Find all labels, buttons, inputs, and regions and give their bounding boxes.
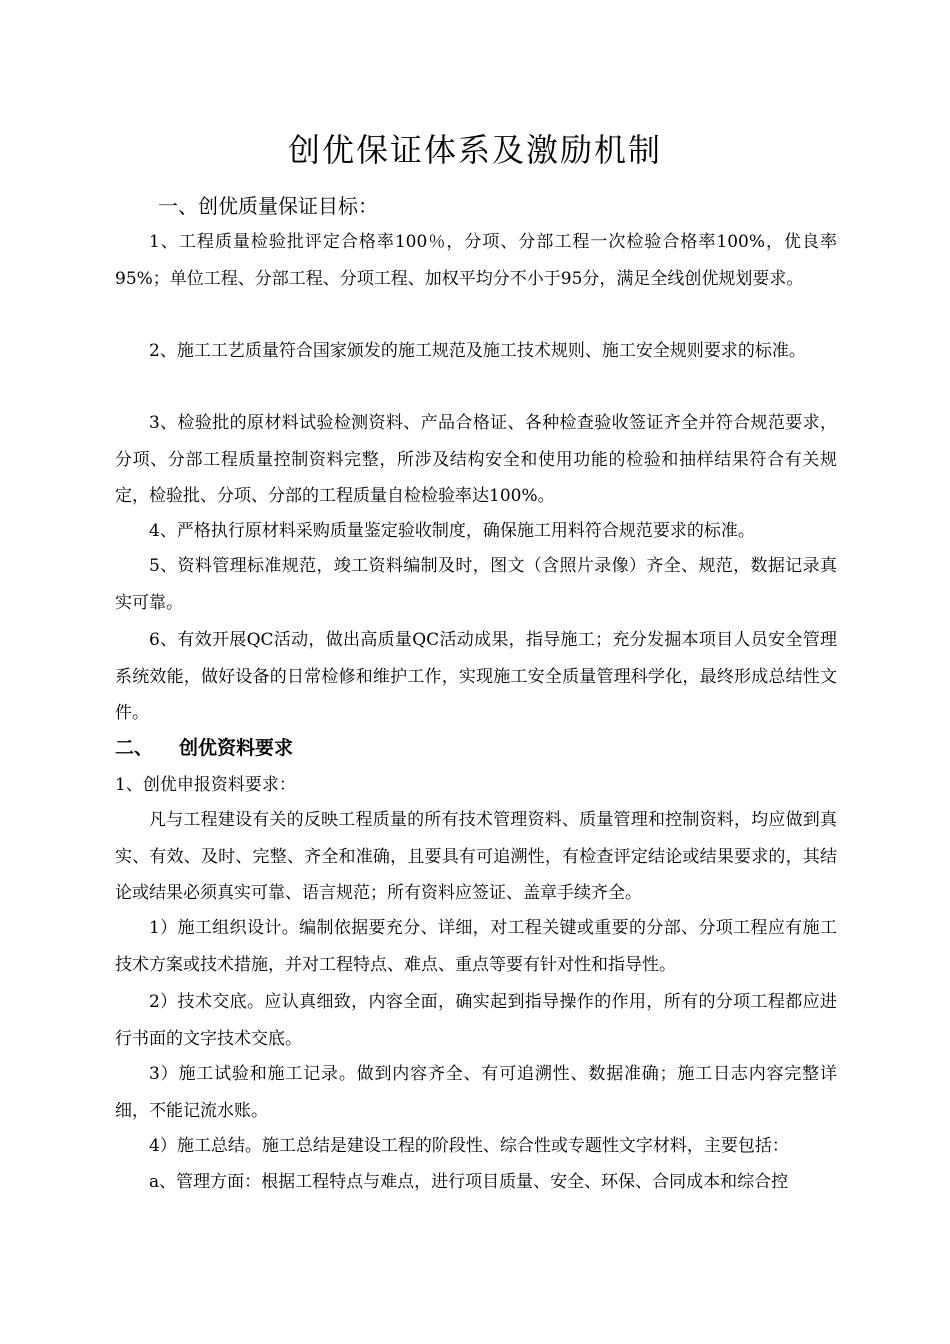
section-2-heading <box>115 734 293 762</box>
materials-item-1: 1）施工组织设计。编制依据要充分、详细，对工程关键或重要的分部、分项工程应有施工技术方案或技术措施，并对工程特点、难点、重点等要有针对性和指导性。 <box>115 918 837 975</box>
materials-item-4: 4）施工总结。施工总结是建设工程的阶段性、综合性或专题性文字材料，主要包括： <box>149 1136 789 1156</box>
goal-item-3: 3、检验批的原材料试验检测资料、产品合格证、各种检查验收签证齐全并符合规范要求，分项、分部工程质量控制资料完整，所涉及结构安全和使用功能的检验和抽样结果符合有关规定，检验批、分项、分部的工程质量自检检验率达100%。 <box>115 413 837 506</box>
goal-item-5: 5、资料管理标准规范，竣工资料编制及时，图文（含照片录像）齐全、规范，数据记录真实可靠。 <box>115 556 837 613</box>
materials-item-2: 2）技术交底。应认真细致，内容全面，确实起到指导操作的作用，所有的分项工程都应进行书面的文字技术交底。 <box>115 992 837 1049</box>
materials-item-5: a、管理方面：根据工程特点与难点，进行项目质量、安全、环保、合同成本和综合控 <box>149 1172 789 1192</box>
goal-item-6: 6、有效开展QC活动，做出高质量QC活动成果，指导施工；充分发掘本项目人员安全管理系统效能，做好设备的日常检修和维护工作，实现施工安全质量管理科学化，最终形成总结性文件。 <box>115 630 837 723</box>
section-2-title: 创优资料要求 <box>179 737 294 759</box>
goal-item-2: 2、施工工艺质量符合国家颁发的施工规范及施工技术规则、施工安全规则要求的标准。 <box>149 341 806 361</box>
section-1-heading: 一、创优质量保证目标： <box>158 194 378 218</box>
materials-intro: 凡与工程建设有关的反映工程质量的所有技术管理资料、质量管理和控制资料，均应做到真实、有效、及时、完整、齐全和准确，且要具有可追溯性，有检查评定结论或结果要求的，其结论或结果必须真实可靠、语言规范；所有资料应签证、盖章手续齐全。 <box>115 810 837 903</box>
goal-item-1: 1、工程质量检验批评定合格率100％，分项、分部工程一次检验合格率100%，优良率95%；单位工程、分部工程、分项工程、加权平均分不小于95分，满足全线创优规划要求。 <box>115 232 837 289</box>
materials-item-3: 3）施工试验和施工记录。做到内容齐全、有可追溯性、数据准确；施工日志内容完整详细，不能记流水账。 <box>115 1064 837 1121</box>
subheading-application-materials: 1、创优申报资料要求： <box>115 775 296 795</box>
goal-item-4: 4、严格执行原材料采购质量鉴定验收制度，确保施工用料符合规范要求的标准。 <box>149 521 755 541</box>
section-2-number: 二、 <box>115 737 154 759</box>
document-title: 创优保证体系及激励机制 <box>287 131 662 169</box>
